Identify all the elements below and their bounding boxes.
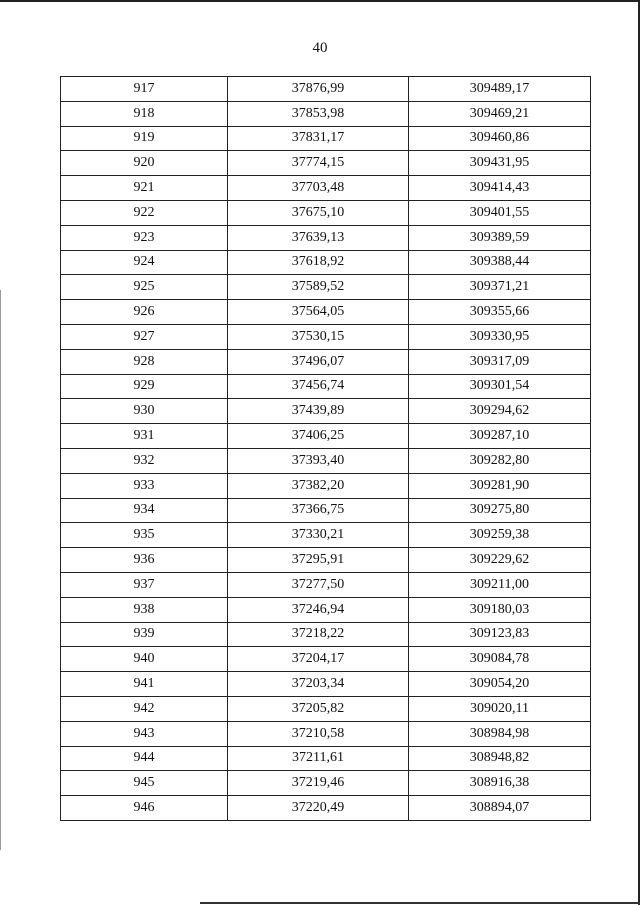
point-number-cell: 943 [61,721,228,746]
point-number-cell: 946 [61,796,228,821]
coordinates-table [60,76,591,821]
x-coordinate-cell: 37382,20 [228,473,409,498]
point-number-cell: 927 [61,324,228,349]
y-coordinate-cell: 308984,98 [409,721,591,746]
y-coordinate-cell: 309275,80 [409,498,591,523]
x-coordinate-cell: 37211,61 [228,746,409,771]
point-number-cell: 941 [61,672,228,697]
point-number-cell: 944 [61,746,228,771]
y-coordinate-cell: 309388,44 [409,250,591,275]
x-coordinate-cell: 37210,58 [228,721,409,746]
point-number-cell: 919 [61,126,228,151]
y-coordinate-cell: 309301,54 [409,374,591,399]
y-coordinate-cell: 309414,43 [409,176,591,201]
point-number-cell: 930 [61,399,228,424]
x-coordinate-cell: 37831,17 [228,126,409,151]
table-row [61,548,591,573]
point-number-cell: 929 [61,374,228,399]
point-number-cell: 923 [61,225,228,250]
x-coordinate-cell: 37203,34 [228,672,409,697]
x-coordinate-cell: 37277,50 [228,572,409,597]
x-coordinate-cell: 37218,22 [228,622,409,647]
table-row [61,721,591,746]
x-coordinate-cell: 37220,49 [228,796,409,821]
y-coordinate-cell: 309355,66 [409,300,591,325]
x-coordinate-cell: 37295,91 [228,548,409,573]
x-coordinate-cell: 37564,05 [228,300,409,325]
point-number-cell: 926 [61,300,228,325]
y-coordinate-cell: 309469,21 [409,101,591,126]
point-number-cell: 925 [61,275,228,300]
y-coordinate-cell: 309287,10 [409,424,591,449]
y-coordinate-cell: 309389,59 [409,225,591,250]
table-row [61,771,591,796]
point-number-cell: 931 [61,424,228,449]
table-row [61,349,591,374]
table-row [61,300,591,325]
scan-edge-bottom [200,902,640,904]
x-coordinate-cell: 37639,13 [228,225,409,250]
y-coordinate-cell: 309020,11 [409,696,591,721]
x-coordinate-cell: 37205,82 [228,696,409,721]
table-row [61,275,591,300]
point-number-cell: 934 [61,498,228,523]
y-coordinate-cell: 308948,82 [409,746,591,771]
x-coordinate-cell: 37876,99 [228,77,409,102]
table-row [61,250,591,275]
point-number-cell: 942 [61,696,228,721]
x-coordinate-cell: 37618,92 [228,250,409,275]
table-row [61,424,591,449]
table-row [61,498,591,523]
table-row [61,647,591,672]
page-number: 40 [312,40,328,56]
x-coordinate-cell: 37589,52 [228,275,409,300]
point-number-cell: 920 [61,151,228,176]
x-coordinate-cell: 37366,75 [228,498,409,523]
point-number-cell: 933 [61,473,228,498]
x-coordinate-cell: 37439,89 [228,399,409,424]
table-row [61,200,591,225]
x-coordinate-cell: 37204,17 [228,647,409,672]
x-coordinate-cell: 37456,74 [228,374,409,399]
table-row [61,448,591,473]
table-row [61,101,591,126]
x-coordinate-cell: 37219,46 [228,771,409,796]
table-row [61,597,591,622]
y-coordinate-cell: 309281,90 [409,473,591,498]
y-coordinate-cell: 309084,78 [409,647,591,672]
x-coordinate-cell: 37774,15 [228,151,409,176]
x-coordinate-cell: 37703,48 [228,176,409,201]
point-number-cell: 932 [61,448,228,473]
table-row [61,672,591,697]
y-coordinate-cell: 309317,09 [409,349,591,374]
y-coordinate-cell: 309330,95 [409,324,591,349]
point-number-cell: 921 [61,176,228,201]
table-row [61,225,591,250]
y-coordinate-cell: 309229,62 [409,548,591,573]
y-coordinate-cell: 309431,95 [409,151,591,176]
table-row [61,126,591,151]
table-row [61,473,591,498]
y-coordinate-cell: 308894,07 [409,796,591,821]
point-number-cell: 936 [61,548,228,573]
point-number-cell: 924 [61,250,228,275]
x-coordinate-cell: 37330,21 [228,523,409,548]
table-row [61,622,591,647]
x-coordinate-cell: 37246,94 [228,597,409,622]
x-coordinate-cell: 37853,98 [228,101,409,126]
y-coordinate-cell: 309371,21 [409,275,591,300]
y-coordinate-cell: 309489,17 [409,77,591,102]
x-coordinate-cell: 37675,10 [228,200,409,225]
x-coordinate-cell: 37393,40 [228,448,409,473]
x-coordinate-cell: 37496,07 [228,349,409,374]
table-row [61,746,591,771]
y-coordinate-cell: 309123,83 [409,622,591,647]
table-row [61,572,591,597]
table-row [61,696,591,721]
y-coordinate-cell: 309259,38 [409,523,591,548]
x-coordinate-cell: 37530,15 [228,324,409,349]
y-coordinate-cell: 309180,03 [409,597,591,622]
point-number-cell: 945 [61,771,228,796]
table-row [61,324,591,349]
y-coordinate-cell: 309211,00 [409,572,591,597]
table-row [61,399,591,424]
point-number-cell: 940 [61,647,228,672]
y-coordinate-cell: 309054,20 [409,672,591,697]
y-coordinate-cell: 309401,55 [409,200,591,225]
point-number-cell: 939 [61,622,228,647]
point-number-cell: 937 [61,572,228,597]
point-number-cell: 938 [61,597,228,622]
y-coordinate-cell: 309460,86 [409,126,591,151]
y-coordinate-cell: 309282,80 [409,448,591,473]
y-coordinate-cell: 308916,38 [409,771,591,796]
point-number-cell: 935 [61,523,228,548]
table-row [61,151,591,176]
table-row [61,374,591,399]
table-row [61,176,591,201]
scan-edge-top [0,0,640,2]
point-number-cell: 918 [61,101,228,126]
x-coordinate-cell: 37406,25 [228,424,409,449]
scan-edge-left [0,290,1,850]
table-row [61,796,591,821]
point-number-cell: 928 [61,349,228,374]
point-number-cell: 917 [61,77,228,102]
table-row [61,77,591,102]
y-coordinate-cell: 309294,62 [409,399,591,424]
table-row [61,523,591,548]
point-number-cell: 922 [61,200,228,225]
coordinates-table-body [61,77,591,821]
